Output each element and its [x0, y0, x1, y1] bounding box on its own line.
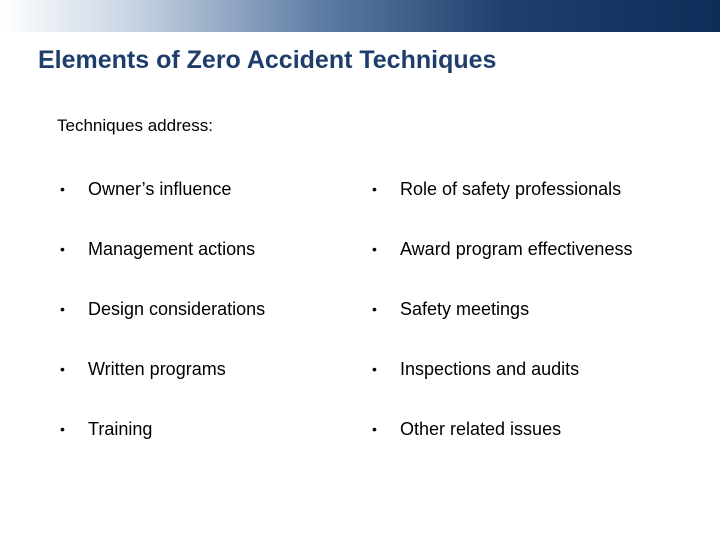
bullet-item	[60, 177, 265, 237]
bullet-text: Design considerations	[88, 299, 266, 319]
bullet-text: Training	[88, 419, 153, 439]
bullet-icon: •	[60, 181, 65, 197]
bullet-item	[60, 297, 265, 357]
bullet-item	[60, 417, 265, 477]
bullet-icon: •	[60, 421, 65, 437]
bullet-item	[372, 297, 632, 357]
bullet-text: Role of safety professionals	[400, 179, 622, 199]
bullet-item	[372, 357, 632, 417]
bullet-text: Safety meetings	[400, 299, 530, 319]
bullet-list-left	[60, 177, 265, 477]
bullet-item	[372, 177, 632, 237]
bullet-list-right	[372, 177, 632, 477]
bullet-icon: •	[60, 301, 65, 317]
bullet-item	[60, 357, 265, 417]
slide-title: Elements of Zero Accident Techniques	[38, 46, 497, 74]
bullet-icon: •	[372, 301, 377, 317]
bullet-text: Written programs	[88, 359, 226, 379]
slide-subtitle: Techniques address:	[57, 116, 213, 135]
bullet-icon: •	[372, 181, 377, 197]
bullet-item	[60, 237, 265, 297]
bullet-icon: •	[372, 421, 377, 437]
bullet-item	[372, 237, 632, 297]
bullet-item	[372, 417, 632, 477]
header-gradient-bar	[0, 0, 720, 32]
bullet-text: Management actions	[88, 239, 256, 259]
bullet-text: Inspections and audits	[400, 359, 580, 379]
bullet-text: Owner’s influence	[88, 179, 232, 199]
bullet-text: Other related issues	[400, 419, 562, 439]
bullet-icon: •	[372, 361, 377, 377]
bullet-icon: •	[60, 241, 65, 257]
bullet-icon: •	[60, 361, 65, 377]
bullet-icon: •	[372, 241, 377, 257]
bullet-text: Award program effectiveness	[400, 239, 633, 259]
